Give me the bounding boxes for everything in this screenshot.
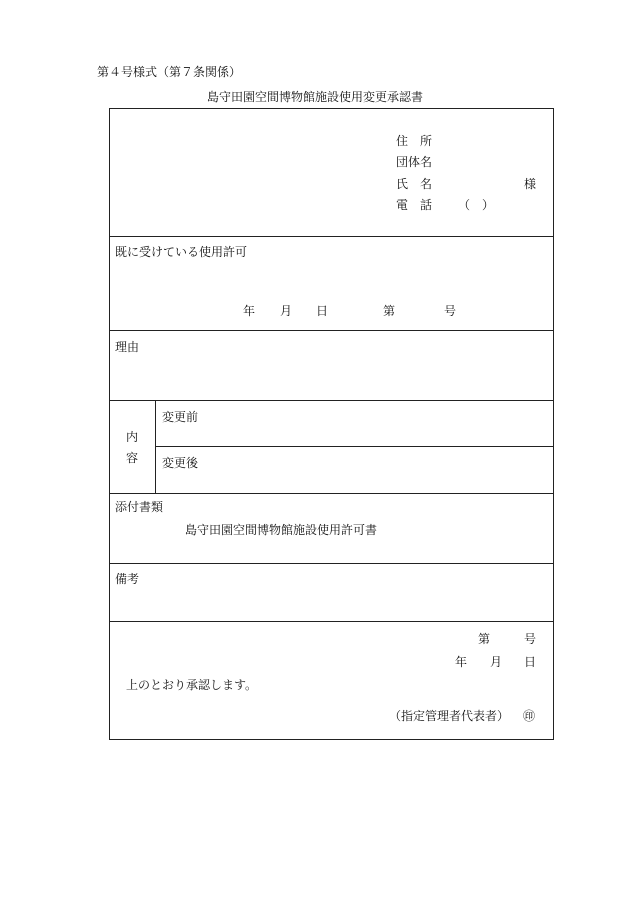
reason-label: 理由: [115, 340, 140, 354]
seal-icon: ㊞: [523, 709, 536, 723]
permit-day-label: 日: [316, 304, 329, 318]
content-label-2: 容: [126, 451, 139, 465]
divider: [109, 330, 553, 331]
divider: [109, 563, 553, 564]
divider: [155, 446, 553, 447]
document-title: 島守田園空間博物館施設使用変更承認書: [206, 90, 423, 104]
divider: [109, 400, 553, 401]
approval-month-label: 月: [490, 655, 503, 669]
permit-number-prefix: 第: [383, 304, 396, 318]
divider: [109, 493, 553, 494]
address-label: 住 所: [396, 134, 433, 148]
attachment-item: 島守田園空間博物館施設使用許可書: [185, 523, 378, 537]
attachments-label: 添付書類: [115, 500, 164, 514]
name-label: 氏 名: [396, 177, 433, 191]
phone-paren-open: （: [458, 198, 471, 212]
phone-paren-close: ）: [482, 198, 495, 212]
before-change-label: 変更前: [162, 410, 199, 424]
permit-year-label: 年: [243, 304, 256, 318]
approval-year-label: 年: [455, 655, 468, 669]
permit-number-suffix: 号: [444, 304, 457, 318]
approval-day-label: 日: [524, 655, 537, 669]
honorific: 様: [524, 177, 537, 191]
phone-label: 電 話: [396, 198, 433, 212]
permit-month-label: 月: [280, 304, 293, 318]
signer-label: （指定管理者代表者）: [389, 709, 510, 723]
divider: [155, 400, 156, 493]
approval-number-prefix: 第: [478, 632, 491, 646]
form-number: 第４号様式（第７条関係）: [97, 65, 242, 79]
existing-permit-label: 既に受けている使用許可: [115, 245, 248, 259]
group-name-label: 団体名: [396, 155, 433, 169]
divider: [109, 236, 553, 237]
remarks-label: 備考: [115, 572, 140, 586]
content-label-1: 内: [126, 430, 139, 444]
approval-number-suffix: 号: [524, 632, 537, 646]
after-change-label: 変更後: [162, 456, 199, 470]
approval-statement: 上のとおり承認します。: [126, 678, 258, 692]
divider: [109, 621, 553, 622]
